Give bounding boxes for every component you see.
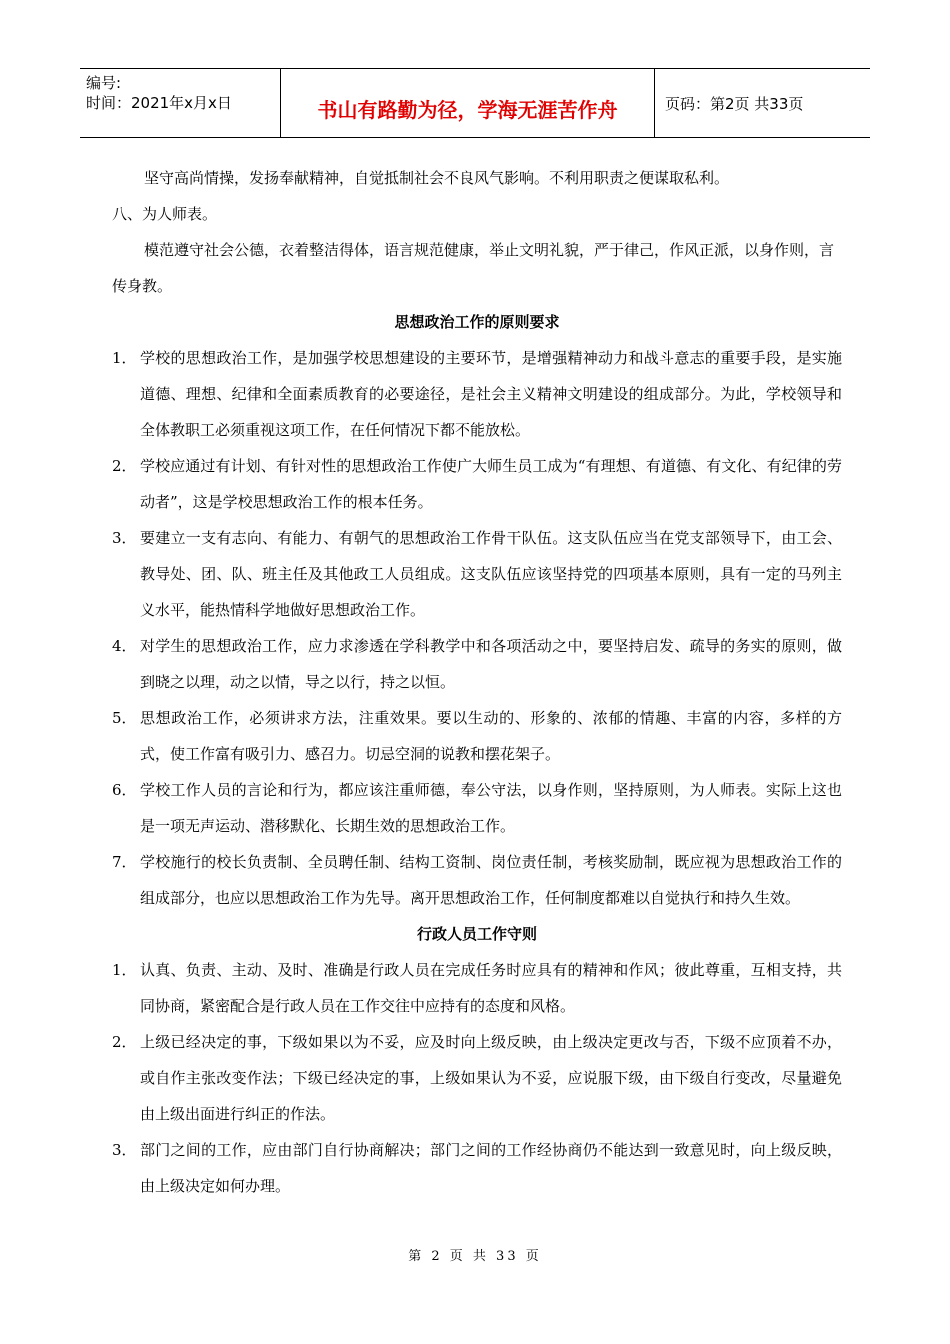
list-item: 1． 认真、负责、主动、及时、准确是行政人员在完成任务时应具有的精神和作风；彼此尊重，互相支持，共同协商，紧密配合是行政人员在工作交往中应持有的态度和风格。 <box>112 961 842 1015</box>
date-line: 时间：2021年x月x日 <box>86 94 232 112</box>
header-motto: 书山有路勤为径，学海无涯苦作舟 <box>281 69 655 137</box>
header-meta <box>80 69 281 137</box>
admin-rules-list <box>112 952 842 1204</box>
list-item: 6． 学校工作人员的言论和行为，都应该注重师德，奉公守法，以身作则，坚持原则，为人师表。实际上这也是一项无声运动、潜移默化、长期生效的思想政治工作。 <box>112 781 842 835</box>
list-item: 3． 要建立一支有志向、有能力、有朝气的思想政治工作骨干队伍。这支队伍应当在党支部领导下，由工会、教导处、团、队、班主任及其他政工人员组成。这支队伍应该坚持党的四项基本原则，具有一定的马列主义水平，能热情科学地做好思想政治工作。 <box>112 529 842 619</box>
list-item: 1． 学校的思想政治工作，是加强学校思想建设的主要环节，是增强精神动力和战斗意志的重要手段，是实施道德、理想、纪律和全面素质教育的必要途径，是社会主义精神文明建设的组成部分。为此，学校领导和全体教职工必须重视这项工作，在任何情况下都不能放松。 <box>112 349 842 439</box>
list-item: 2． 学校应通过有计划、有针对性的思想政治工作使广大师生员工成为“有理想、有道德、有文化、有纪律的劳动者”，这是学校思想政治工作的根本任务。 <box>112 457 842 511</box>
page-footer: 第 2 页 共 33 页 <box>408 1249 542 1264</box>
code-label: 编号: <box>86 74 122 92</box>
section-title-political-work: 思想政治工作的原则要求 <box>394 313 560 331</box>
document-body <box>112 160 842 1204</box>
header-page-info: 页码：第2页 共33页 <box>665 95 804 113</box>
section-title-admin-rules: 行政人员工作守则 <box>416 925 537 943</box>
intro-paragraph-2: 模范遵守社会公德，衣着整洁得体，语言规范健康，举止文明礼貌，严于律己，作风正派，以身作则，言传身教。 <box>112 241 835 295</box>
list-item: 3． 部门之间的工作，应由部门自行协商解决；部门之间的工作经协商仍不能达到一致意见时，向上级反映，由上级决定如何办理。 <box>112 1141 842 1195</box>
political-work-list <box>112 340 842 916</box>
list-item: 4． 对学生的思想政治工作，应力求渗透在学科教学中和各项活动之中，要坚持启发、疏导的务实的原则，做到晓之以理，动之以情，导之以行，持之以恒。 <box>112 637 842 691</box>
list-item: 5． 思想政治工作，必须讲求方法，注重效果。要以生动的、形象的、浓郁的情趣、丰富的内容，多样的方式，使工作富有吸引力、感召力。切忌空洞的说教和摆花架子。 <box>112 709 842 763</box>
list-item: 2． 上级已经决定的事，下级如果以为不妥，应及时向上级反映，由上级决定更改与否，下级不应顶着不办，或自作主张改变作法；下级已经决定的事，上级如果认为不妥，应说服下级，由下级自行变改，尽量避免由上级出面进行纠正的作法。 <box>112 1033 842 1123</box>
page-header <box>80 68 870 138</box>
section-eight-heading: 八、为人师表。 <box>112 205 218 223</box>
list-item: 7． 学校施行的校长负责制、全员聘任制、结构工资制、岗位责任制，考核奖励制，既应视为思想政治工作的组成部分，也应以思想政治工作为先导。离开思想政治工作，任何制度都难以自觉执行和持久生效。 <box>112 853 842 907</box>
intro-paragraph-1: 坚守高尚情操，发扬奉献精神，自觉抵制社会不良风气影响。不利用职责之便谋取私利。 <box>144 169 730 187</box>
